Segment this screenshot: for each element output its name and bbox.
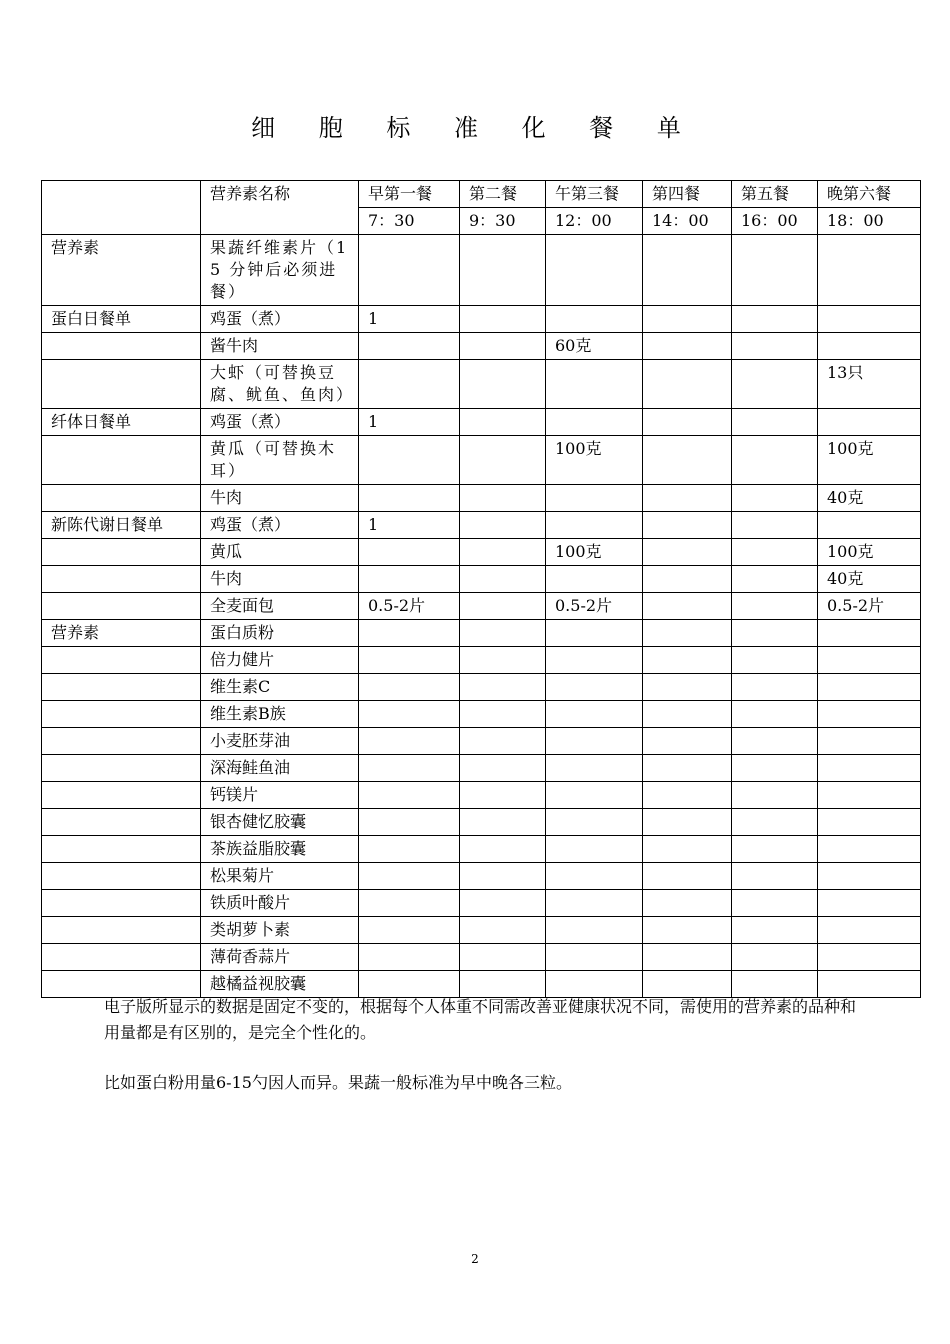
- value-cell: [732, 566, 818, 593]
- category-cell: 新陈代谢日餐单: [42, 512, 201, 539]
- value-cell: [643, 409, 732, 436]
- meal-name-header: 第二餐: [460, 181, 546, 208]
- item-cell: 钙镁片: [201, 782, 359, 809]
- value-cell: [732, 944, 818, 971]
- value-cell: 1: [359, 512, 460, 539]
- value-cell: [460, 944, 546, 971]
- value-cell: [546, 863, 643, 890]
- value-cell: [546, 647, 643, 674]
- category-cell: [42, 674, 201, 701]
- value-cell: [732, 890, 818, 917]
- corner-cell: [42, 181, 201, 235]
- value-cell: [359, 360, 460, 409]
- value-cell: [732, 436, 818, 485]
- value-cell: [546, 235, 643, 306]
- value-cell: [546, 620, 643, 647]
- value-cell: [460, 485, 546, 512]
- meal-time-header: 16：00: [732, 208, 818, 235]
- meal-name-header: 第五餐: [732, 181, 818, 208]
- value-cell: [546, 755, 643, 782]
- category-cell: [42, 836, 201, 863]
- page-title: 细 胞 标 准 化 餐 单: [251, 114, 699, 142]
- item-cell: 果蔬纤维素片（15 分钟后必须进餐）: [201, 235, 359, 306]
- note-paragraph: 比如蛋白粉用量6-15勺因人而异。果蔬一般标准为早中晚各三粒。: [104, 1073, 572, 1092]
- value-cell: [732, 782, 818, 809]
- table-row: [42, 674, 921, 701]
- value-cell: [643, 620, 732, 647]
- value-cell: [359, 701, 460, 728]
- value-cell: [359, 863, 460, 890]
- table-row: [42, 409, 921, 436]
- value-cell: 100克: [818, 436, 921, 485]
- value-cell: [460, 235, 546, 306]
- category-cell: [42, 593, 201, 620]
- value-cell: [359, 944, 460, 971]
- meal-time-header: 18：00: [818, 208, 921, 235]
- value-cell: [643, 566, 732, 593]
- value-cell: [460, 566, 546, 593]
- value-cell: [460, 409, 546, 436]
- value-cell: [460, 890, 546, 917]
- value-cell: [643, 360, 732, 409]
- item-cell: 铁质叶酸片: [201, 890, 359, 917]
- table-row: [42, 809, 921, 836]
- value-cell: [643, 235, 732, 306]
- value-cell: [818, 809, 921, 836]
- value-cell: [359, 755, 460, 782]
- value-cell: [460, 863, 546, 890]
- item-cell: 鸡蛋（煮）: [201, 512, 359, 539]
- item-cell: 鸡蛋（煮）: [201, 306, 359, 333]
- value-cell: 40克: [818, 566, 921, 593]
- table-row: [42, 863, 921, 890]
- value-cell: 0.5-2片: [546, 593, 643, 620]
- value-cell: [818, 409, 921, 436]
- value-cell: [546, 701, 643, 728]
- value-cell: [818, 333, 921, 360]
- value-cell: [643, 809, 732, 836]
- value-cell: [643, 755, 732, 782]
- value-cell: [818, 917, 921, 944]
- value-cell: [732, 512, 818, 539]
- value-cell: 100克: [818, 539, 921, 566]
- value-cell: [460, 809, 546, 836]
- value-cell: [460, 306, 546, 333]
- value-cell: 60克: [546, 333, 643, 360]
- item-cell: 维生素C: [201, 674, 359, 701]
- value-cell: [643, 917, 732, 944]
- category-cell: [42, 360, 201, 409]
- value-cell: [818, 647, 921, 674]
- category-cell: [42, 755, 201, 782]
- item-cell: 鸡蛋（煮）: [201, 409, 359, 436]
- value-cell: [732, 235, 818, 306]
- table-row: [42, 701, 921, 728]
- category-cell: [42, 701, 201, 728]
- value-cell: [359, 566, 460, 593]
- value-cell: [643, 728, 732, 755]
- category-cell: 纤体日餐单: [42, 409, 201, 436]
- value-cell: [818, 674, 921, 701]
- value-cell: [546, 782, 643, 809]
- item-cell: 维生素B族: [201, 701, 359, 728]
- table-row: [42, 539, 921, 566]
- value-cell: [460, 593, 546, 620]
- item-cell: 蛋白质粉: [201, 620, 359, 647]
- value-cell: [732, 647, 818, 674]
- value-cell: [732, 809, 818, 836]
- value-cell: [359, 917, 460, 944]
- value-cell: [643, 647, 732, 674]
- value-cell: [732, 728, 818, 755]
- value-cell: [546, 890, 643, 917]
- table-row: [42, 593, 921, 620]
- value-cell: [643, 890, 732, 917]
- value-cell: [460, 360, 546, 409]
- value-cell: [359, 620, 460, 647]
- meal-name-header: 早第一餐: [359, 181, 460, 208]
- value-cell: [359, 836, 460, 863]
- value-cell: 40克: [818, 485, 921, 512]
- value-cell: [643, 782, 732, 809]
- value-cell: [818, 755, 921, 782]
- item-cell: 深海鲑鱼油: [201, 755, 359, 782]
- value-cell: [460, 917, 546, 944]
- value-cell: [732, 306, 818, 333]
- meal-time-header: 12：00: [546, 208, 643, 235]
- value-cell: [359, 809, 460, 836]
- value-cell: [460, 512, 546, 539]
- value-cell: [643, 674, 732, 701]
- category-cell: [42, 890, 201, 917]
- item-cell: 小麦胚芽油: [201, 728, 359, 755]
- value-cell: [643, 306, 732, 333]
- value-cell: [643, 701, 732, 728]
- value-cell: [643, 333, 732, 360]
- header-row-meals: [42, 181, 921, 208]
- value-cell: [359, 436, 460, 485]
- item-cell: 茶族益脂胶囊: [201, 836, 359, 863]
- table-row: [42, 890, 921, 917]
- category-cell: 蛋白日餐单: [42, 306, 201, 333]
- table-row: [42, 647, 921, 674]
- value-cell: [460, 701, 546, 728]
- value-cell: [546, 809, 643, 836]
- value-cell: [732, 485, 818, 512]
- value-cell: [359, 647, 460, 674]
- value-cell: [818, 701, 921, 728]
- category-cell: [42, 809, 201, 836]
- value-cell: [359, 235, 460, 306]
- value-cell: [460, 647, 546, 674]
- value-cell: [643, 836, 732, 863]
- value-cell: [546, 306, 643, 333]
- item-cell: 越橘益视胶囊: [201, 971, 359, 998]
- category-cell: [42, 539, 201, 566]
- value-cell: [460, 674, 546, 701]
- table-row: [42, 436, 921, 485]
- value-cell: [818, 728, 921, 755]
- value-cell: [359, 674, 460, 701]
- value-cell: [460, 728, 546, 755]
- value-cell: [460, 333, 546, 360]
- value-cell: [546, 360, 643, 409]
- table-row: [42, 836, 921, 863]
- meal-time-header: 14：00: [643, 208, 732, 235]
- value-cell: [546, 728, 643, 755]
- value-cell: [732, 836, 818, 863]
- table-row: [42, 917, 921, 944]
- category-cell: [42, 917, 201, 944]
- item-cell: 薄荷香蒜片: [201, 944, 359, 971]
- category-cell: 营养素: [42, 235, 201, 306]
- value-cell: [643, 512, 732, 539]
- value-cell: [546, 944, 643, 971]
- value-cell: 100克: [546, 436, 643, 485]
- value-cell: [359, 539, 460, 566]
- page-number: 2: [471, 1252, 479, 1266]
- value-cell: [359, 890, 460, 917]
- table-row: [42, 755, 921, 782]
- table-row: [42, 512, 921, 539]
- value-cell: [460, 755, 546, 782]
- value-cell: [732, 755, 818, 782]
- item-cell: 牛肉: [201, 485, 359, 512]
- table-row: [42, 620, 921, 647]
- value-cell: [818, 944, 921, 971]
- value-cell: [732, 701, 818, 728]
- value-cell: [732, 409, 818, 436]
- category-cell: [42, 485, 201, 512]
- item-cell: 松果菊片: [201, 863, 359, 890]
- value-cell: [732, 333, 818, 360]
- value-cell: [546, 836, 643, 863]
- value-cell: [460, 436, 546, 485]
- item-cell: 牛肉: [201, 566, 359, 593]
- value-cell: [732, 620, 818, 647]
- table-row: [42, 306, 921, 333]
- meal-time-header: 7：30: [359, 208, 460, 235]
- value-cell: 1: [359, 409, 460, 436]
- value-cell: [546, 485, 643, 512]
- category-cell: [42, 728, 201, 755]
- value-cell: [818, 890, 921, 917]
- value-cell: [460, 620, 546, 647]
- meal-plan-table: [41, 180, 921, 998]
- table-row: [42, 944, 921, 971]
- value-cell: [643, 539, 732, 566]
- value-cell: [643, 863, 732, 890]
- item-cell: 大虾（可替换豆腐、鱿鱼、鱼肉）: [201, 360, 359, 409]
- value-cell: 1: [359, 306, 460, 333]
- value-cell: [546, 917, 643, 944]
- value-cell: [643, 436, 732, 485]
- value-cell: [732, 593, 818, 620]
- value-cell: 0.5-2片: [818, 593, 921, 620]
- table-row: [42, 485, 921, 512]
- value-cell: [732, 360, 818, 409]
- table-row: [42, 782, 921, 809]
- value-cell: [818, 306, 921, 333]
- item-cell: 黄瓜（可替换木耳）: [201, 436, 359, 485]
- value-cell: [732, 539, 818, 566]
- value-cell: [732, 863, 818, 890]
- table-row: [42, 566, 921, 593]
- category-cell: [42, 647, 201, 674]
- meal-name-header: 晚第六餐: [818, 181, 921, 208]
- category-cell: [42, 436, 201, 485]
- value-cell: [460, 782, 546, 809]
- item-cell: 酱牛肉: [201, 333, 359, 360]
- value-cell: [732, 917, 818, 944]
- value-cell: [546, 409, 643, 436]
- value-cell: [359, 333, 460, 360]
- value-cell: [818, 235, 921, 306]
- category-cell: [42, 566, 201, 593]
- table-row: [42, 333, 921, 360]
- value-cell: 13只: [818, 360, 921, 409]
- meal-name-header: 午第三餐: [546, 181, 643, 208]
- value-cell: [732, 674, 818, 701]
- item-cell: 全麦面包: [201, 593, 359, 620]
- value-cell: [818, 836, 921, 863]
- value-cell: [359, 782, 460, 809]
- category-cell: [42, 333, 201, 360]
- category-cell: [42, 782, 201, 809]
- value-cell: 100克: [546, 539, 643, 566]
- table-row: [42, 360, 921, 409]
- value-cell: [643, 593, 732, 620]
- value-cell: [359, 728, 460, 755]
- category-cell: 营养素: [42, 620, 201, 647]
- item-cell: 类胡萝卜素: [201, 917, 359, 944]
- value-cell: [546, 674, 643, 701]
- value-cell: [546, 512, 643, 539]
- category-cell: [42, 863, 201, 890]
- value-cell: [643, 485, 732, 512]
- value-cell: 0.5-2片: [359, 593, 460, 620]
- note-paragraph: 电子版所显示的数据是固定不变的，根据每个人体重不同需改善亚健康状况不同，需使用的营养素的品种和用量都是有区别的，是完全个性化的。: [104, 997, 857, 1042]
- value-cell: [818, 512, 921, 539]
- value-cell: [359, 485, 460, 512]
- category-cell: [42, 944, 201, 971]
- value-cell: [818, 620, 921, 647]
- value-cell: [643, 944, 732, 971]
- table-row: [42, 728, 921, 755]
- table-row: [42, 235, 921, 306]
- value-cell: [546, 566, 643, 593]
- value-cell: [818, 782, 921, 809]
- value-cell: [460, 539, 546, 566]
- value-cell: [818, 863, 921, 890]
- meal-time-header: 9：30: [460, 208, 546, 235]
- nutrient-name-header: 营养素名称: [201, 181, 359, 235]
- item-cell: 黄瓜: [201, 539, 359, 566]
- item-cell: 倍力健片: [201, 647, 359, 674]
- value-cell: [460, 836, 546, 863]
- item-cell: 银杏健忆胶囊: [201, 809, 359, 836]
- meal-name-header: 第四餐: [643, 181, 732, 208]
